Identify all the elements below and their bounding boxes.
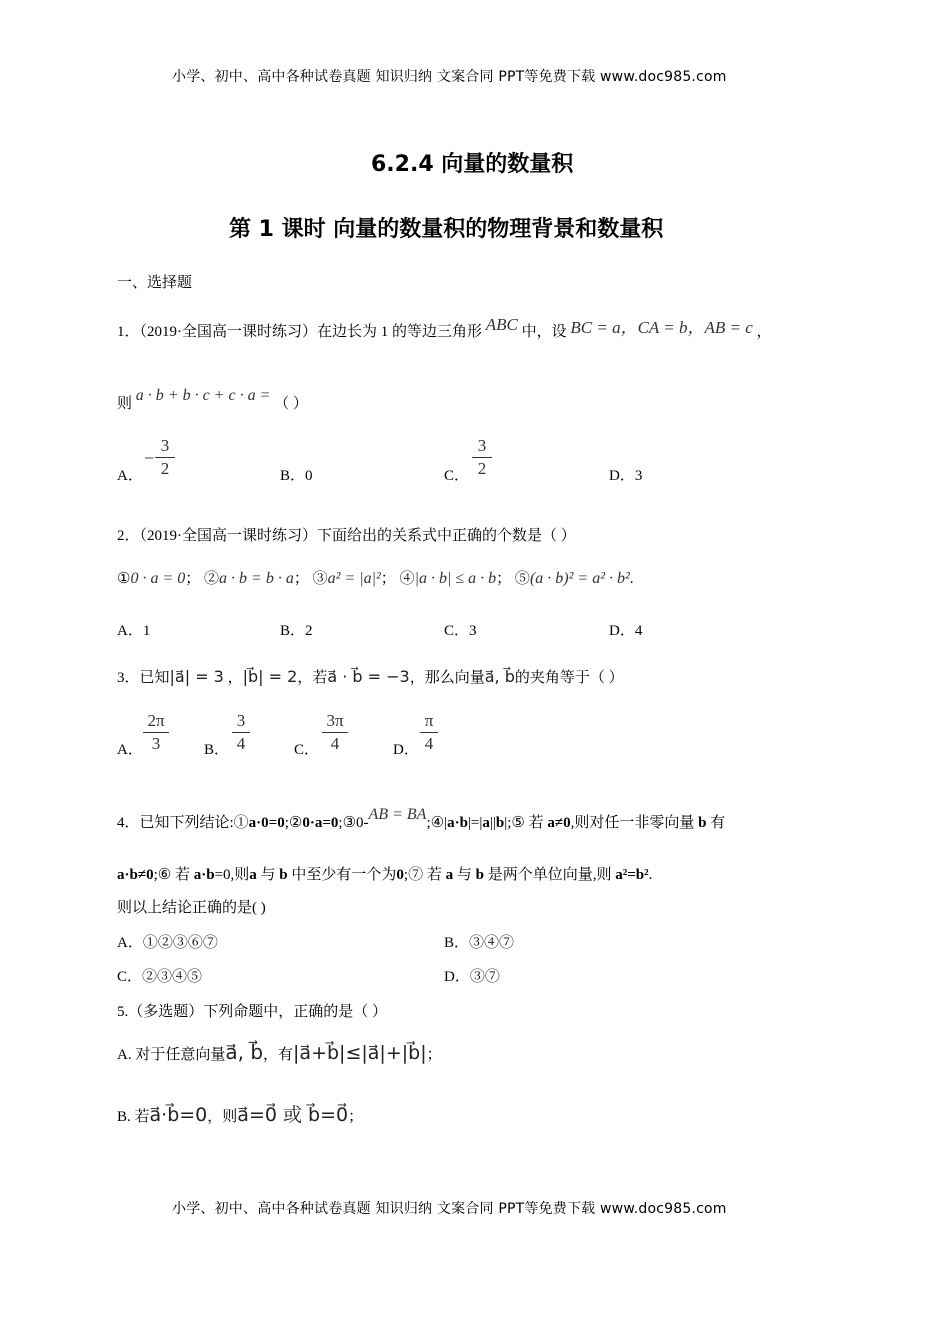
q2-rel1: 0 · a = 0	[130, 570, 186, 587]
q4-option-d-label: D．	[444, 969, 470, 985]
q4-option-c-text: ②③④⑤	[142, 969, 203, 985]
q2-sep: ；	[185, 571, 201, 587]
q3-vectors: a⃗, b⃗	[484, 667, 515, 686]
q5-optB-label: B. 若	[117, 1109, 150, 1125]
q1-stem-c: 则	[117, 396, 133, 412]
fraction-bar	[420, 732, 438, 733]
q3-cond2: |b⃗| = 2	[242, 667, 298, 686]
q2-rel2-mark: ②	[204, 571, 220, 587]
q3-option-d-num: π	[424, 711, 434, 730]
q5-option-a	[117, 1040, 442, 1064]
q2-rel5: (a · b)² = a² · b²	[529, 570, 630, 587]
q4-l1-c: ;②	[284, 815, 303, 831]
q1-option-b-text: 0	[305, 468, 313, 484]
q1-option-a	[117, 464, 143, 485]
q3-option-d-den: 4	[424, 734, 434, 753]
q2-option-b-text: 2	[305, 623, 313, 639]
q4-option-d-text: ③⑦	[469, 969, 500, 985]
q2-rel4: |a · b| ≤ a · b	[414, 570, 497, 587]
q1-option-c	[444, 464, 469, 485]
q4-option-b-text: ③④⑦	[469, 935, 515, 951]
q4-l2-k: a	[445, 867, 454, 883]
q4-l2-n: 是两个单位向量,则	[487, 867, 612, 883]
q4-l2-o: a²=b²	[615, 867, 649, 883]
q3-option-a-fraction	[143, 711, 169, 754]
q3-option-b-label: B．	[204, 742, 230, 758]
q3-stem-d: 的夹角等于（ ）	[514, 670, 624, 686]
q4-l2-b: ;⑥ 若	[153, 867, 190, 883]
q1-option-c-label: C．	[444, 468, 470, 484]
q1-option-b-label: B．	[280, 468, 306, 484]
q1-option-a-fraction	[155, 436, 175, 479]
q1-triangle: ABC	[485, 315, 518, 334]
q2-end: .	[629, 571, 634, 587]
q3-option-c-label: C．	[294, 742, 320, 758]
q4-l1-k: b	[495, 815, 505, 831]
lesson-title: 第 1 课时 向量的数量积的物理背景和数量积	[229, 217, 664, 242]
q2-rel3-mark: ③	[312, 571, 328, 587]
q4-option-c-label: C．	[117, 969, 143, 985]
q2-option-c-text: 3	[469, 623, 477, 639]
q4-l2-f: 与	[260, 867, 276, 883]
q3-stem	[117, 666, 624, 687]
q4-l2-g: b	[279, 867, 288, 883]
q5-optB-mid: ，则	[207, 1109, 238, 1125]
q3-option-a-num: 2π	[147, 711, 165, 730]
q4-l2-i: 0	[396, 867, 404, 883]
q4-line1	[117, 806, 726, 832]
q4-l1-i: a	[482, 815, 490, 831]
q4-l1-b: a·0=0	[248, 815, 285, 831]
q4-l1-j: ||	[489, 815, 496, 831]
q2-option-b	[280, 619, 313, 640]
q1-option-d	[609, 464, 642, 485]
q1-option-d-label: D．	[609, 468, 635, 484]
q2-option-a-label: A．	[117, 623, 143, 639]
q5-optA-label: A. 对于任意向量	[117, 1047, 226, 1063]
q4-line3: 则以上结论正确的是( )	[117, 900, 266, 916]
q1-expression: a · b + b · c + c · a =	[135, 387, 271, 404]
q3-stem-b: ，若	[297, 670, 328, 686]
q5-option-b	[117, 1100, 363, 1127]
q3-cond1: |a⃗| = 3	[169, 667, 224, 686]
q4-line2	[117, 863, 652, 884]
q1-paren: （ ）	[274, 396, 308, 412]
q5-optB-end: ；	[348, 1109, 364, 1125]
q5-optA-mid: ，有	[263, 1047, 294, 1063]
q4-l2-c: a·b	[193, 867, 215, 883]
q3-comma: ，	[227, 670, 243, 686]
q1-definitions: BC = a，CA = b，AB = c	[570, 318, 753, 337]
q2-option-a-text: 1	[142, 623, 151, 639]
fraction-bar	[143, 732, 169, 733]
q4-l1-g: a·b	[447, 815, 468, 831]
q4-option-a	[117, 931, 218, 952]
fraction-bar	[232, 732, 250, 733]
q2-option-b-label: B．	[280, 623, 306, 639]
q2-rel4-mark: ④	[399, 571, 415, 587]
q4-option-a-label: A．	[117, 935, 143, 951]
q3-option-b-fraction	[232, 711, 250, 754]
q2-stem: 2．（2019·全国高一课时练习）下面给出的关系式中正确的个数是（ ）	[117, 528, 576, 544]
q4-option-b-label: B．	[444, 935, 470, 951]
q4-l1-f: ;④|	[426, 815, 448, 831]
q3-option-a-label: A．	[117, 742, 143, 758]
q1-option-d-text: 3	[634, 468, 643, 484]
fraction-bar	[472, 457, 492, 458]
q4-l2-m: b	[475, 867, 484, 883]
q2-sep: ；	[496, 571, 512, 587]
q4-l2-j: ;⑦ 若	[403, 867, 442, 883]
q3-option-c-den: 4	[330, 734, 340, 753]
q3-stem-c: ，那么向量	[409, 670, 485, 686]
q2-option-a	[117, 619, 150, 640]
q5-stem: 5.（多选题）下列命题中，正确的是（ ）	[117, 1004, 388, 1020]
q3-option-c-fraction	[322, 711, 348, 754]
q4-option-d	[444, 965, 500, 986]
fraction-bar	[155, 457, 175, 458]
q5-optA-expr: |a⃗+b⃗|≤|a⃗|+|b⃗|	[293, 1042, 427, 1064]
q3-option-c-num: 3π	[326, 711, 344, 730]
q4-l2-h: 中至少有一个为	[291, 867, 397, 883]
q1-stem	[117, 316, 772, 341]
q3-option-d-fraction	[420, 711, 438, 754]
q3-option-d-label: D．	[393, 742, 419, 758]
q2-rel2: a · b = b · a	[219, 570, 294, 587]
q3-cond3: a⃗ · b⃗ = −3	[327, 667, 410, 686]
q2-sep: ；	[380, 571, 396, 587]
q3-option-a-den: 3	[151, 734, 161, 753]
q1-option-a-label: A．	[117, 468, 143, 484]
q1-option-a-den: 2	[160, 459, 170, 478]
header-banner: 小学、初中、高中各种试卷真题 知识归纳 文案合同 PPT等免费下载 www.doc985.com	[172, 69, 727, 85]
q1-stem-line2	[117, 387, 308, 413]
q3-option-b-den: 4	[236, 734, 246, 753]
q4-l1-math: AB = BA	[368, 806, 427, 823]
q4-l2-d: =0,则	[214, 867, 250, 883]
q2-sep: ；	[293, 571, 309, 587]
section-title: 6.2.4 向量的数量积	[371, 152, 574, 177]
q1-option-c-num: 3	[477, 436, 487, 455]
q4-l2-l: 与	[456, 867, 472, 883]
q2-relations	[117, 567, 634, 588]
q4-l1-n: ,则对任一非零向量	[570, 815, 695, 831]
q4-l1-e: ;③0-	[338, 815, 369, 831]
part-heading: 一、选择题	[117, 275, 193, 291]
q1-option-b	[280, 464, 313, 485]
q1-option-a-sign: −	[144, 448, 155, 468]
q2-rel1-mark: ①	[117, 571, 131, 587]
q1-option-a-num: 3	[160, 436, 170, 455]
q1-option-c-fraction	[472, 436, 492, 479]
q4-option-c	[117, 965, 202, 986]
q4-l2-a: a·b≠0	[117, 867, 154, 883]
q4-option-b	[444, 931, 514, 952]
q4-l1-d: 0·a=0	[302, 815, 339, 831]
q1-option-c-den: 2	[477, 459, 487, 478]
q3-stem-a: 3．已知	[117, 670, 170, 686]
q4-l1-m: a≠0	[547, 815, 571, 831]
q2-option-d	[609, 619, 642, 640]
q3-option-b-num: 3	[236, 711, 246, 730]
q5-optA-vecs: a⃗, b⃗	[225, 1040, 264, 1064]
q4-l1-p: 有	[710, 815, 726, 831]
q2-option-c-label: C．	[444, 623, 470, 639]
q4-option-a-text: ①②③⑥⑦	[142, 935, 218, 951]
q2-option-d-label: D．	[609, 623, 635, 639]
q2-option-c	[444, 619, 477, 640]
footer-banner: 小学、初中、高中各种试卷真题 知识归纳 文案合同 PPT等免费下载 www.doc985.com	[172, 1201, 727, 1217]
q4-l2-e: a	[249, 867, 257, 883]
q1-stem-b: 中，设	[521, 324, 567, 340]
q5-optB-expr: a⃗=0⃗ 或 b⃗=0⃗	[237, 1104, 349, 1126]
q5-optB-cond: a⃗·b⃗=0	[149, 1104, 208, 1126]
q5-optA-end: ；	[426, 1047, 442, 1063]
q2-rel3: a² = |a|²	[327, 570, 381, 587]
q4-l1-o: b	[698, 815, 707, 831]
q4-l1-l: |;⑤ 若	[504, 815, 544, 831]
fraction-bar	[322, 732, 348, 733]
q1-comma: ，	[756, 324, 772, 340]
q4-l1-a: 4．已知下列结论:①	[117, 815, 249, 831]
q4-l2-p: .	[648, 867, 653, 883]
q2-rel5-mark: ⑤	[514, 571, 530, 587]
q2-option-d-text: 4	[634, 623, 643, 639]
q4-l1-h: |=|	[467, 815, 483, 831]
q1-stem-a: 1．（2019·全国高一课时练习）在边长为 1 的等边三角形	[117, 324, 482, 340]
